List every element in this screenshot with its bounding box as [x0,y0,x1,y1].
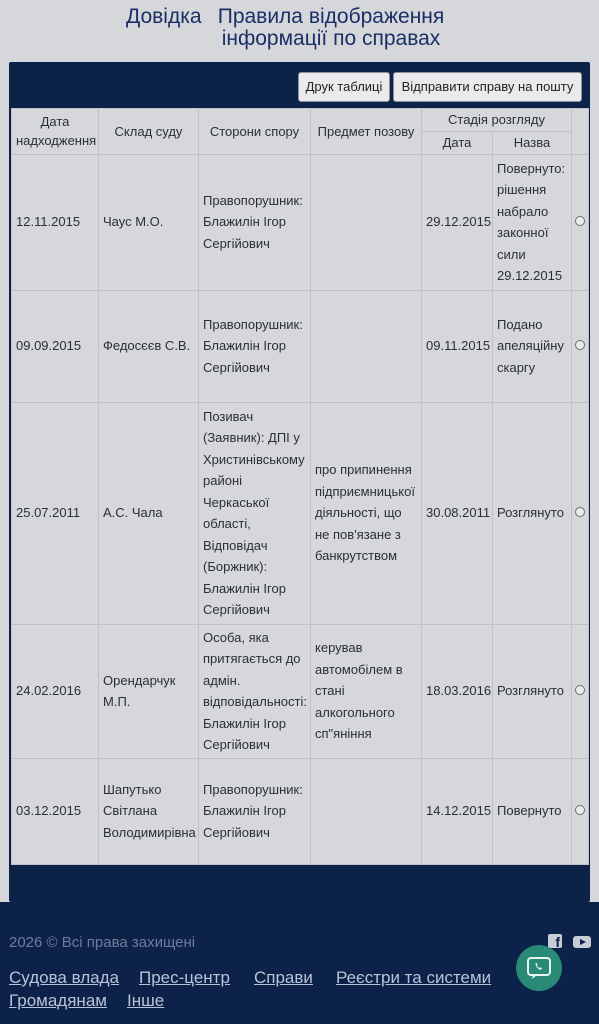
cell-court: А.С. Чала [99,402,199,624]
header-stage-date: Дата [422,132,493,155]
cell-stage-date: 14.12.2015 [422,758,493,864]
footer-link-registries[interactable]: Реєстри та системи [336,968,492,987]
cell-select [572,290,589,402]
cell-subject [311,290,422,402]
footer-link-cases[interactable]: Справи [254,968,313,987]
cell-court: Федосєєв С.В. [99,290,199,402]
cell-date: 03.12.2015 [12,758,99,864]
select-case-radio[interactable] [575,340,585,350]
cell-court: Чаус М.О. [99,154,199,290]
send-to-email-button[interactable]: Відправити справу на пошту [393,72,582,102]
site-footer [0,902,599,1024]
cell-subject [311,154,422,290]
cell-select [572,758,589,864]
cell-date: 09.09.2015 [12,290,99,402]
table-row [12,402,589,624]
select-case-radio[interactable] [575,685,585,695]
phone-chat-icon [526,955,552,981]
select-case-radio[interactable] [575,216,585,226]
cell-stage-date: 09.11.2015 [422,290,493,402]
cell-select [572,402,589,624]
facebook-icon[interactable]: f [548,934,562,948]
table-row [12,290,589,402]
rules-link-line1: Правила відображення [217,5,445,28]
cell-date: 12.11.2015 [12,154,99,290]
cell-date: 24.02.2016 [12,624,99,758]
cell-parties: Правопорушник: Блажилін Ігор Сергійович [199,290,311,402]
page-header [0,0,599,62]
cell-stage-name: Розглянуто [493,402,572,624]
youtube-icon[interactable] [573,936,591,948]
cell-select [572,154,589,290]
header-select [572,109,589,155]
header-date-received: Дата надходження [12,109,99,155]
header-subject: Предмет позову [311,109,422,155]
cell-stage-name: Розглянуто [493,624,572,758]
cell-parties: Правопорушник: Блажилін Ігор Сергійович [199,758,311,864]
call-chat-button[interactable] [516,945,562,991]
footer-link-other[interactable]: Інше [127,991,165,1010]
table-row [12,154,589,290]
table-row [12,758,589,864]
cell-parties: Позивач (Заявник): ДПІ у Христинівському районі Черкаської області, Відповідач (Боржник): Блажилін Ігор Сергійович [199,402,311,624]
header-stage-name: Назва [493,132,572,155]
footer-link-citizens[interactable]: Громадянам [9,991,107,1010]
footer-link-judicial-power[interactable]: Судова влада [9,968,119,987]
cell-stage-date: 29.12.2015 [422,154,493,290]
cell-parties: Правопорушник: Блажилін Ігор Сергійович [199,154,311,290]
header-stage: Стадія розгляду [422,109,572,132]
select-case-radio[interactable] [575,507,585,517]
table-row [12,624,589,758]
cell-court: Шапутько Світлана Володимирівна [99,758,199,864]
spravka-link[interactable]: Довідка [126,5,202,28]
rules-link-line2: інформації по справах [221,27,441,50]
cell-select [572,624,589,758]
cell-stage-date: 30.08.2011 [422,402,493,624]
cases-table [11,108,589,865]
cell-stage-date: 18.03.2016 [422,624,493,758]
cell-stage-name: Повернуто [493,758,572,864]
footer-link-press-center[interactable]: Прес-центр [139,968,230,987]
header-court: Склад суду [99,109,199,155]
cell-parties: Особа, яка притягається до адмін. відповідальності: Блажилін Ігор Сергійович [199,624,311,758]
select-case-radio[interactable] [575,805,585,815]
cell-court: Орендарчук М.П. [99,624,199,758]
cell-stage-name: Подано апеляційну скаргу [493,290,572,402]
cell-subject: про припинення підприємницької діяльності, що не пов'язане з банкрутством [311,402,422,624]
print-table-button[interactable]: Друк таблиці [298,72,390,102]
cell-subject: керував автомобілем в стані алкогольного сп"яніння [311,624,422,758]
rules-link[interactable] [186,6,476,50]
header-parties: Сторони спору [199,109,311,155]
cell-date: 25.07.2011 [12,402,99,624]
copyright-text: 2026 © Всі права захищені [9,934,196,951]
cell-stage-name: Повернуто: рішення набрало законної сили 29.12.2015 [493,154,572,290]
cell-subject [311,758,422,864]
